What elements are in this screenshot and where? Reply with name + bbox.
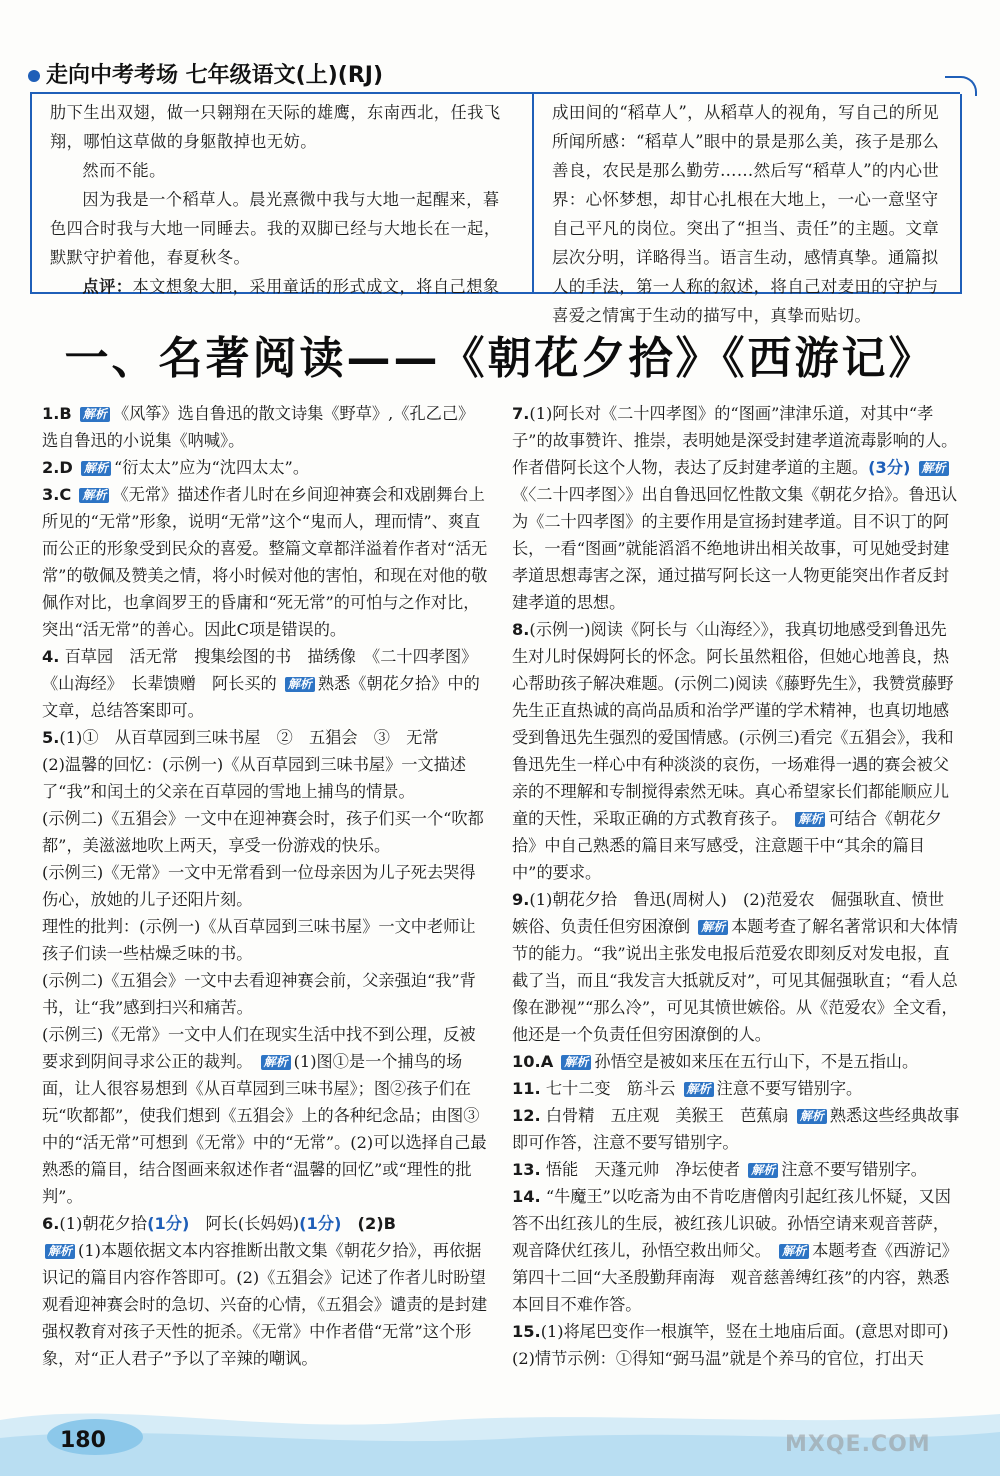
answer-item-5-line: (示例二)《五猖会》一文中去看迎神赛会前，父亲强迫“我”背书，让“我”感到扫兴和痛苦。 bbox=[42, 971, 476, 1017]
analysis-tag-icon: 解析 bbox=[80, 407, 110, 422]
answer-item-8: 8.(示例一)阅读《阿长与〈山海经〉》，我真切地感受到鲁迅先生对儿时保姆阿长的怀念。阿长虽然粗俗，但她心地善良，热心帮助孩子解决难题。(示例二)阅读《藤野先生》，我赞赏藤野先生正直热诚的高尚品质和治学严谨的学术精神，也真切地感受到鲁迅先生强烈的爱国情感。(示例三)看完《五猖会》，我和鲁迅先生一样心中有种淡淡的哀伤，一场难得一遇的赛会被父亲的不理解和专制搅得索然无味。真心希望家长们都能顺应儿童的天性，采取正确的方式教育孩子。 解析 可结合《朝花夕拾》中自己熟悉的篇目来写感受，注意题干中“其余的篇目中”的要求。 bbox=[512, 620, 954, 882]
answer-item-5-line: (2)温馨的回忆：(示例一)《从百草园到三味书屋》一文描述了“我”和闰土的父亲在百草园的雪地上捕鸟的情景。 bbox=[42, 755, 467, 801]
essay-paragraph: 肋下生出双翅，做一只翱翔在天际的雄鹰，东南西北，任我飞翔，哪怕这草做的身躯散掉也无妨。 bbox=[50, 103, 501, 151]
comment-text: 本文想象大胆，采用童话的形式成文，将自己想象 bbox=[132, 277, 500, 296]
answer-item-15: 15.(1)将尾巴变作一根旗竿，竖在土地庙后面。(意思对即可) bbox=[512, 1322, 949, 1341]
book-title: 走向中考考场 七年级语文(上)(RJ) bbox=[46, 63, 384, 88]
analysis-tag-icon: 解析 bbox=[919, 461, 949, 476]
answer-item-15-line: (2)情节示例：①得知“弼马温”就是个养马的官位，打出天 bbox=[512, 1349, 924, 1368]
answer-item-10: 10.A 解析 孙悟空是被如来压在五行山下，不是五指山。 bbox=[512, 1052, 919, 1071]
answer-item-14: 14. “牛魔王”以吃斋为由不肯吃唐僧肉引起红孩儿怀疑，又因答不出红孩儿的生辰，被红孩儿识破。孙悟空请来观音菩萨，观音降伏红孩儿，孙悟空救出师父。 解析 本题考查《西游记》第四十二回“大圣殷勤拜南海 观音慈善缚红孩”的内容，熟悉本回目不难作答。 bbox=[512, 1187, 958, 1314]
answer-item-6-note: 解析 (1)本题依据文本内容推断出散文集《朝花夕拾》，再依据识记的篇目内容作答即可。(2)《五猖会》记述了作者儿时盼望观看迎神赛会时的急切、兴奋的心情，《五猖会》谴责的是封建强权教育对孩子天性的扼杀。《无常》中作者借“无常”这个形象，对“正人君子”予以了辛辣的嘲讽。 bbox=[42, 1241, 488, 1368]
analysis-tag-icon: 解析 bbox=[261, 1055, 291, 1070]
answer-item-4: 4. 百草园 活无常 搜集绘图的书 描绣像 《二十四孝图》 《山海经》 长辈馈赠 阿长买的 解析 熟悉《朝花夕拾》中的文章，总结答案即可。 bbox=[42, 647, 486, 720]
essay-right-column: 成田间的“稻草人”，从稻草人的视角，写自己的所见所闻所感：“稻草人”眼中的景是那么美，孩子是那么善良，农民是那么勤劳……然后写“稻草人”的内心世界：心怀梦想，却甘心扎根在大地上，一心一意坚守自己平凡的岗位。突出了“担当、责任”的主题。文章层次分明，详略得当。语言生动，感情真挚。通篇拟人的手法，第一人称的叙述，将自己对麦田的守护与喜爱之情寓于生动的描写中，真挚而贴切。 bbox=[552, 103, 940, 325]
essay-box bbox=[30, 94, 962, 325]
answer-item-9: 9.(1)朝花夕拾 鲁迅(周树人) (2)范爱农 倔强耿直、愤世嫉俗、负责任但穷困潦倒 解析 本题考查了解名著常识和大体情节的能力。“我”说出主张发电报后范爱农即刻反对发电报，直截了当，而且“我发言大抵就反对”，可见其倔强耿直；“看人总像在渺视”“那么冷”，可见其愤世嫉俗。从《范爱农》全文看，他还是一个负责任但穷困潦倒的人。 bbox=[512, 890, 958, 1044]
section-title: 一、名著阅读——《朝花夕拾》《西游记》 bbox=[64, 333, 936, 384]
essay-column-divider bbox=[532, 94, 534, 292]
analysis-tag-icon: 解析 bbox=[795, 812, 825, 827]
answer-item-2: 2.D 解析 “衍太太”应为“沈四太太”。 bbox=[42, 458, 310, 477]
analysis-tag-icon: 解析 bbox=[285, 677, 315, 692]
answer-item-13: 13. 悟能 天蓬元帅 净坛使者 解析 注意不要写错别字。 bbox=[512, 1160, 927, 1179]
bullet-dot-icon bbox=[28, 70, 40, 82]
analysis-tag-icon: 解析 bbox=[684, 1082, 714, 1097]
answer-item-5-line: (示例二)《五猖会》一文中在迎神赛会时，孩子们买一个“吹都都”，美滋滋地吹上两天，享受一份游戏的快乐。 bbox=[42, 809, 484, 855]
answer-item-12: 12. 白骨精 五庄观 美猴王 芭蕉扇 解析 熟悉这些经典故事即可作答，注意不要写错别字。 bbox=[512, 1106, 960, 1152]
essay-left-column bbox=[50, 98, 512, 301]
analysis-tag-icon: 解析 bbox=[45, 1244, 75, 1259]
page-number: 180 bbox=[60, 1428, 106, 1453]
answer-item-5-line: (示例三)《无常》一文中无常看到一位母亲因为儿子死去哭得伤心，放她的儿子还阳片刻。 bbox=[42, 863, 476, 909]
essay-comment bbox=[50, 272, 512, 301]
page-header bbox=[0, 0, 1000, 100]
answer-item-5: 5.(1)① 从百草园到三味书屋 ② 五猖会 ③ 无常 bbox=[42, 728, 439, 747]
comment-label: 点评： bbox=[82, 277, 133, 296]
essay-paragraph: 然而不能。 bbox=[82, 161, 166, 180]
analysis-tag-icon: 解析 bbox=[748, 1163, 778, 1178]
answer-item-5-line: (示例三)《无常》一文中人们在现实生活中找不到公理，反被要求到阴间寻求公正的裁判。 解析 (1)图①是一个捕鸟的场面，让人很容易想到《从百草园到三味书屋》；图②孩子们在玩“吹都都”，使我们想到《五猖会》上的各种纪念品；由图③中的“活无常”可想到《无常》中的“无常”。(2)可以选择自己最熟悉的篇目，结合图画来叙述作者“温馨的回忆”或“理性的批判”。 bbox=[42, 1025, 487, 1206]
answers-left-column bbox=[42, 400, 490, 1372]
answers-right-column bbox=[512, 400, 960, 1372]
essay-paragraph: 因为我是一个稻草人。晨光熹微中我与大地一起醒来，暮色四合时我与大地一同睡去。我的双脚已经与大地长在一起，默默守护着他，春夏秋冬。 bbox=[50, 190, 501, 267]
answer-item-5-line: 理性的批判：(示例一)《从百草园到三味书屋》一文中老师让孩子们读一些枯燥乏味的书。 bbox=[42, 917, 476, 963]
analysis-tag-icon: 解析 bbox=[561, 1055, 591, 1070]
answer-item-1: 1.B 解析 《风筝》选自鲁迅的散文诗集《野草》,《孔乙己》选自鲁迅的小说集《呐喊》。 bbox=[42, 404, 475, 450]
analysis-tag-icon: 解析 bbox=[81, 461, 111, 476]
analysis-tag-icon: 解析 bbox=[797, 1109, 827, 1124]
answer-item-7: 7.(1)阿长对《二十四孝图》的“图画”津津乐道，对其中“孝子”的故事赞许、推崇，表明她是深受封建孝道流毒影响的人。作者借阿长这个人物，表达了反封建孝道的主题。(3分) 解析《〈二十四孝图〉》出自鲁迅回忆性散文集《朝花夕拾》。鲁迅认为《二十四孝图》的主要作用是宣扬封建孝道。目不识丁的阿长，一看“图画”就能滔滔不绝地讲出相关故事，可见她受封建孝道思想毒害之深，通过描写阿长这一人物更能突出作者反封建孝道的思想。 bbox=[512, 404, 958, 612]
answer-item-6: 6.(1)朝花夕拾(1分) 阿长(长妈妈)(1分) (2)B bbox=[42, 1214, 396, 1233]
analysis-tag-icon: 解析 bbox=[79, 488, 109, 503]
site-watermark: MXQE.COM bbox=[785, 1432, 931, 1457]
answer-item-11: 11. 七十二变 筋斗云 解析 注意不要写错别字。 bbox=[512, 1079, 863, 1098]
analysis-tag-icon: 解析 bbox=[779, 1244, 809, 1259]
analysis-tag-icon: 解析 bbox=[698, 920, 728, 935]
header-corner-curl bbox=[945, 76, 977, 96]
answer-item-3: 3.C 解析 《无常》描述作者儿时在乡间迎神赛会和戏剧舞台上所见的“无常”形象，说明“无常”这个“鬼而人，理而情”、爽直而公正的形象受到民众的喜爱。整篇文章都洋溢着作者对“活无常”的敬佩及赞美之情，将小时候对他的害怕，和现在对他的敬佩作对比，也拿阎罗王的昏庸和“死无常”的可怕与之作对比，突出“活无常”的善心。因此C项是错误的。 bbox=[42, 485, 488, 639]
